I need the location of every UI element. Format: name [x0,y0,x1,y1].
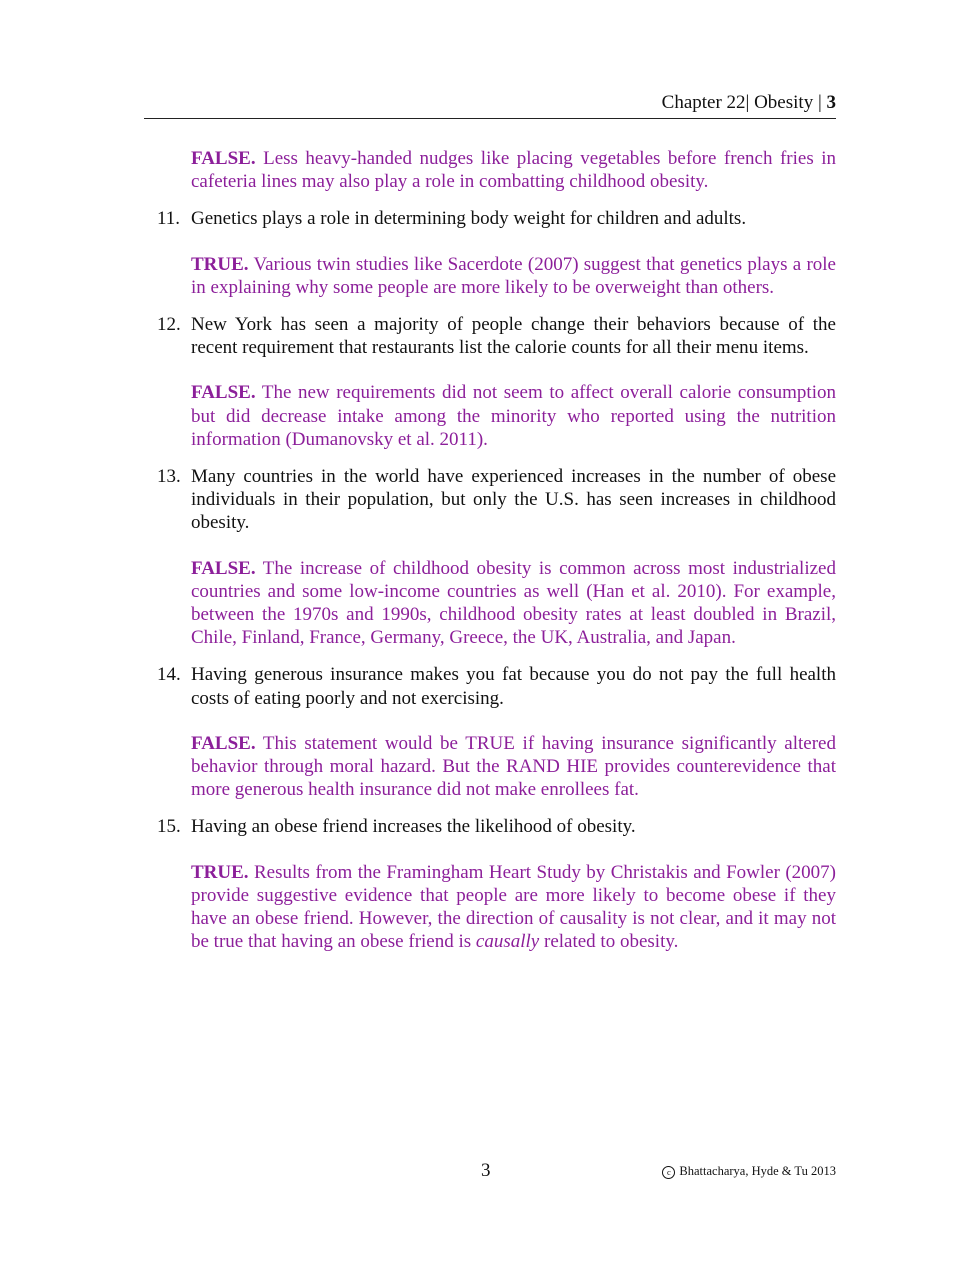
answer-label: TRUE. [191,253,249,275]
question-12 [144,313,836,359]
main-content [144,147,836,967]
copyright-icon: c [662,1166,675,1179]
answer-14 [191,732,836,802]
answer-12 [191,381,836,451]
copyright-text: Bhattacharya, Hyde & Tu 2013 [679,1164,836,1178]
answer-text-end: related to obesity. [539,931,679,953]
header-page-number: 3 [826,92,836,113]
question-text: New York has seen a majority of people change their behaviors because of the recent requirement that restaurants list the calorie counts for all their menu items. [191,314,836,359]
question-14 [144,663,836,709]
question-number: 13. [157,466,181,488]
answer-emphasis: causally [475,931,540,953]
question-number: 15. [157,816,181,838]
answer-15 [191,861,836,954]
question-text: Having an obese friend increases the likelihood of obesity. [191,816,636,838]
chapter-title: Chapter 22| Obesity | [661,92,822,113]
question-11 [144,207,836,230]
question-15 [144,815,836,838]
question-text: Many countries in the world have experienced increases in the number of obese individuals in their population, but only the U.S. has seen increases in childhood obesity. [191,466,836,534]
footer-page-number: 3 [481,1160,491,1181]
answer-label: FALSE. [191,732,256,754]
question-text: Genetics plays a role in determining body weight for children and adults. [191,208,747,230]
answer-text: Various twin studies like Sacerdote (2007) suggest that genetics plays a role in explaining why some people are more likely to be overweight than others. [191,253,836,298]
answer-13 [191,557,836,650]
page-header [144,90,836,119]
answer-label: FALSE. [191,148,256,169]
answer-text: Less heavy-handed nudges like placing vegetables before french fries in cafeteria lines may also play a role in combatting childhood obesity. [191,148,836,193]
answer-text: The increase of childhood obesity is common across most industrialized countries and some low-income countries as well (Han et al. 2010). For example, between the 1970s and 1990s, childhood obesity rates at least doubled in Brazil, Chile, Finland, France, Germany, Greece, the UK, Australia, and Japan. [191,557,836,649]
running-head [662,92,836,114]
answer-text: This statement would be TRUE if having insurance significantly altered behavior through moral hazard. But the RAND HIE provides counterevidence that more generous health insurance did not make enrollees fat. [191,732,836,801]
answer-11 [191,253,836,299]
answer-text: Results from the Framingham Heart Study by Christakis and Fowler (2007) provide suggestive evidence that people are more likely to become obese if they have an obese friend. However, the direction of causality is not clear, and it may not be true that having an obese friend is [191,861,836,953]
answer-label: FALSE. [191,557,256,579]
question-number: 11. [157,208,181,230]
answer-label: TRUE. [191,861,249,883]
answer-10 [191,147,836,193]
question-13 [144,465,836,535]
question-number: 12. [157,314,181,336]
question-text: Having generous insurance makes you fat because you do not pay the full health costs of eating poorly and not exercising. [191,664,836,709]
question-number: 14. [157,664,181,686]
answer-text: The new requirements did not seem to affect overall calorie consumption but did decrease intake among the minority who reported using the nutrition information (Dumanovsky et al. 2011). [191,382,836,450]
answer-label: FALSE. [191,382,256,404]
copyright-notice [662,1164,836,1179]
